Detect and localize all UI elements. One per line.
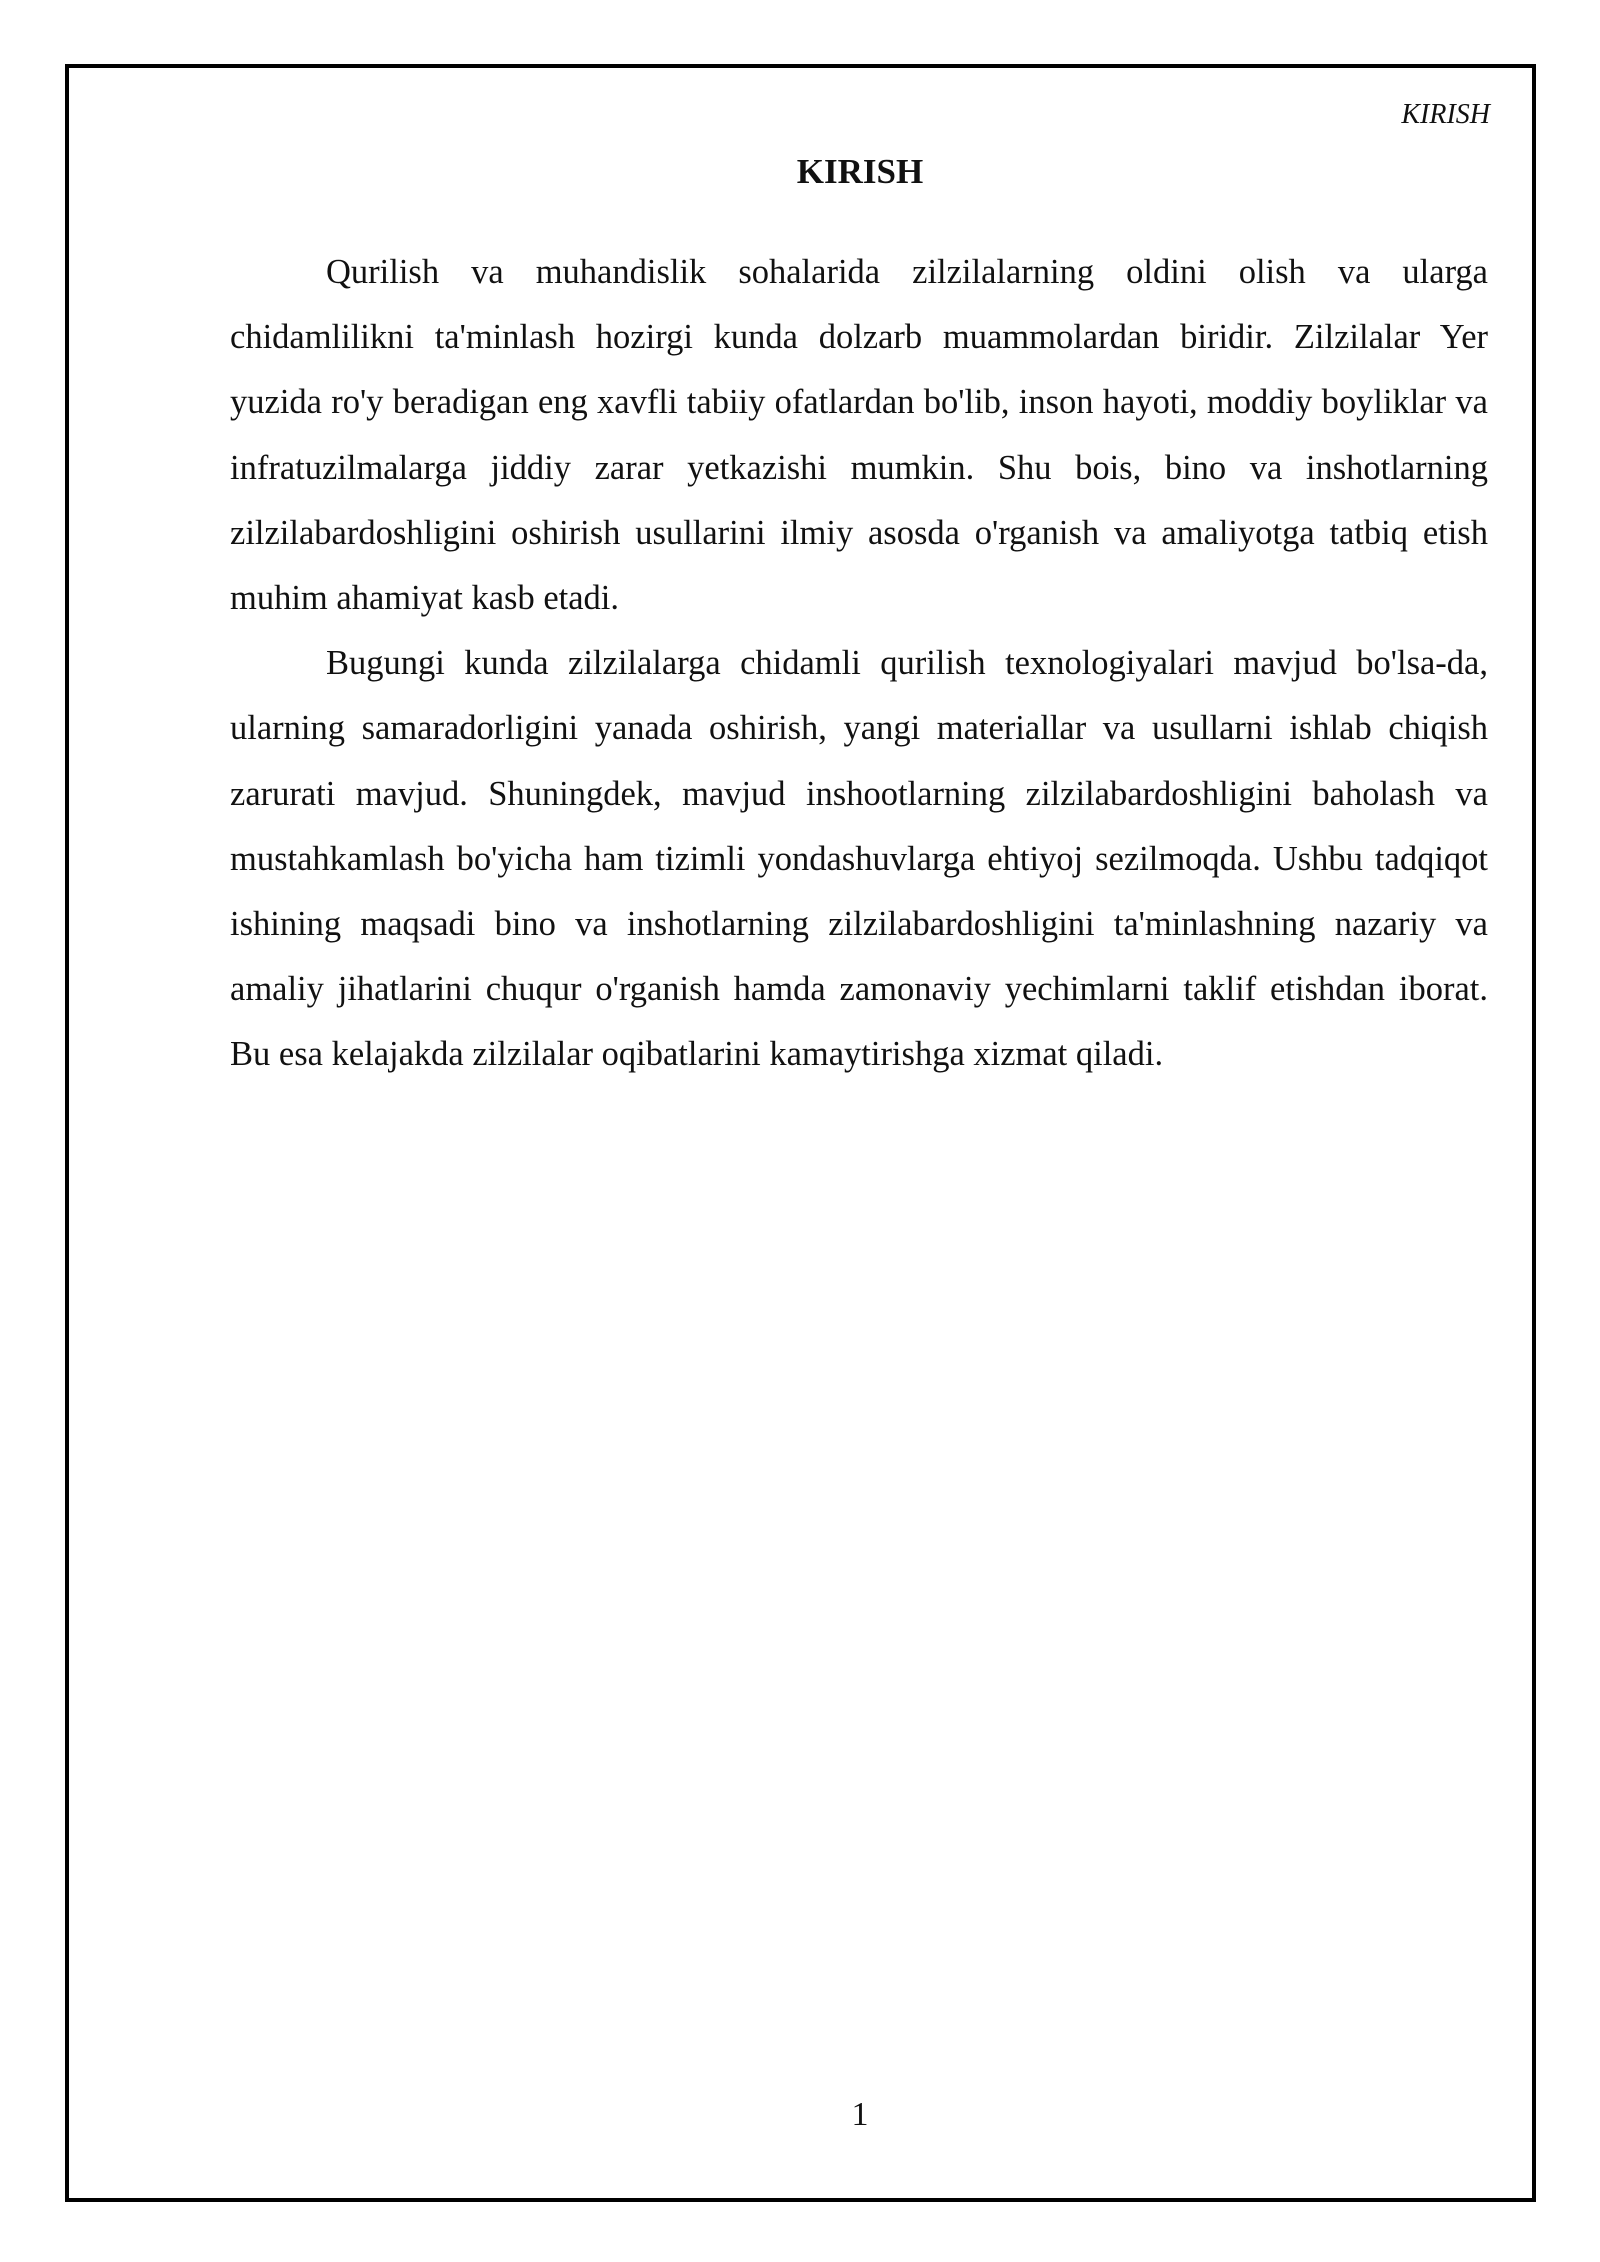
- running-header: KIRISH: [1401, 99, 1490, 130]
- paragraph-2: Bugungi kunda zilzilalarga chidamli qurilish texnologiyalari mavjud bo'lsa-da, ularning samaradorligini yanada oshirish, yangi materiallar va usullarni ishlab chiqish zarurati mavjud. Shuningdek, mavjud inshootlarning zilzilabardoshligini baholash va mustahkamlash bo'yicha ham tizimli yondashuvlarga ehtiyoj sezilmoqda. Ushbu tadqiqot ishining maqsadi bino va inshotlarning zilzilabardoshligini ta'minlashning nazariy va amaliy jihatlarini chuqur o'rganish hamda zamonaviy yechimlarni taklif etishdan iborat. Bu esa kelajakda zilzilalar oqibatlarini kamaytirishga xizmat qiladi.: [230, 644, 1488, 1074]
- paragraph-1: Qurilish va muhandislik sohalarida zilzilalarning oldini olish va ularga chidamlilikni ta'minlash hozirgi kunda dolzarb muammolardan biridir. Zilzilalar Yer yuzida ro'y beradigan eng xavfli tabiiy ofatlardan bo'lib, inson hayoti, moddiy boyliklar va infratuzilmalarga jiddiy zarar yetkazishi mumkin. Shu bois, bino va inshotlarning zilzilabardoshligini oshirish usullarini ilmiy asosda o'rganish va amaliyotga tatbiq etish muhim ahamiyat kasb etadi.: [230, 253, 1488, 618]
- page-number: 1: [851, 2096, 869, 2133]
- body-text: [230, 240, 1488, 1088]
- document-title: KIRISH: [796, 152, 924, 191]
